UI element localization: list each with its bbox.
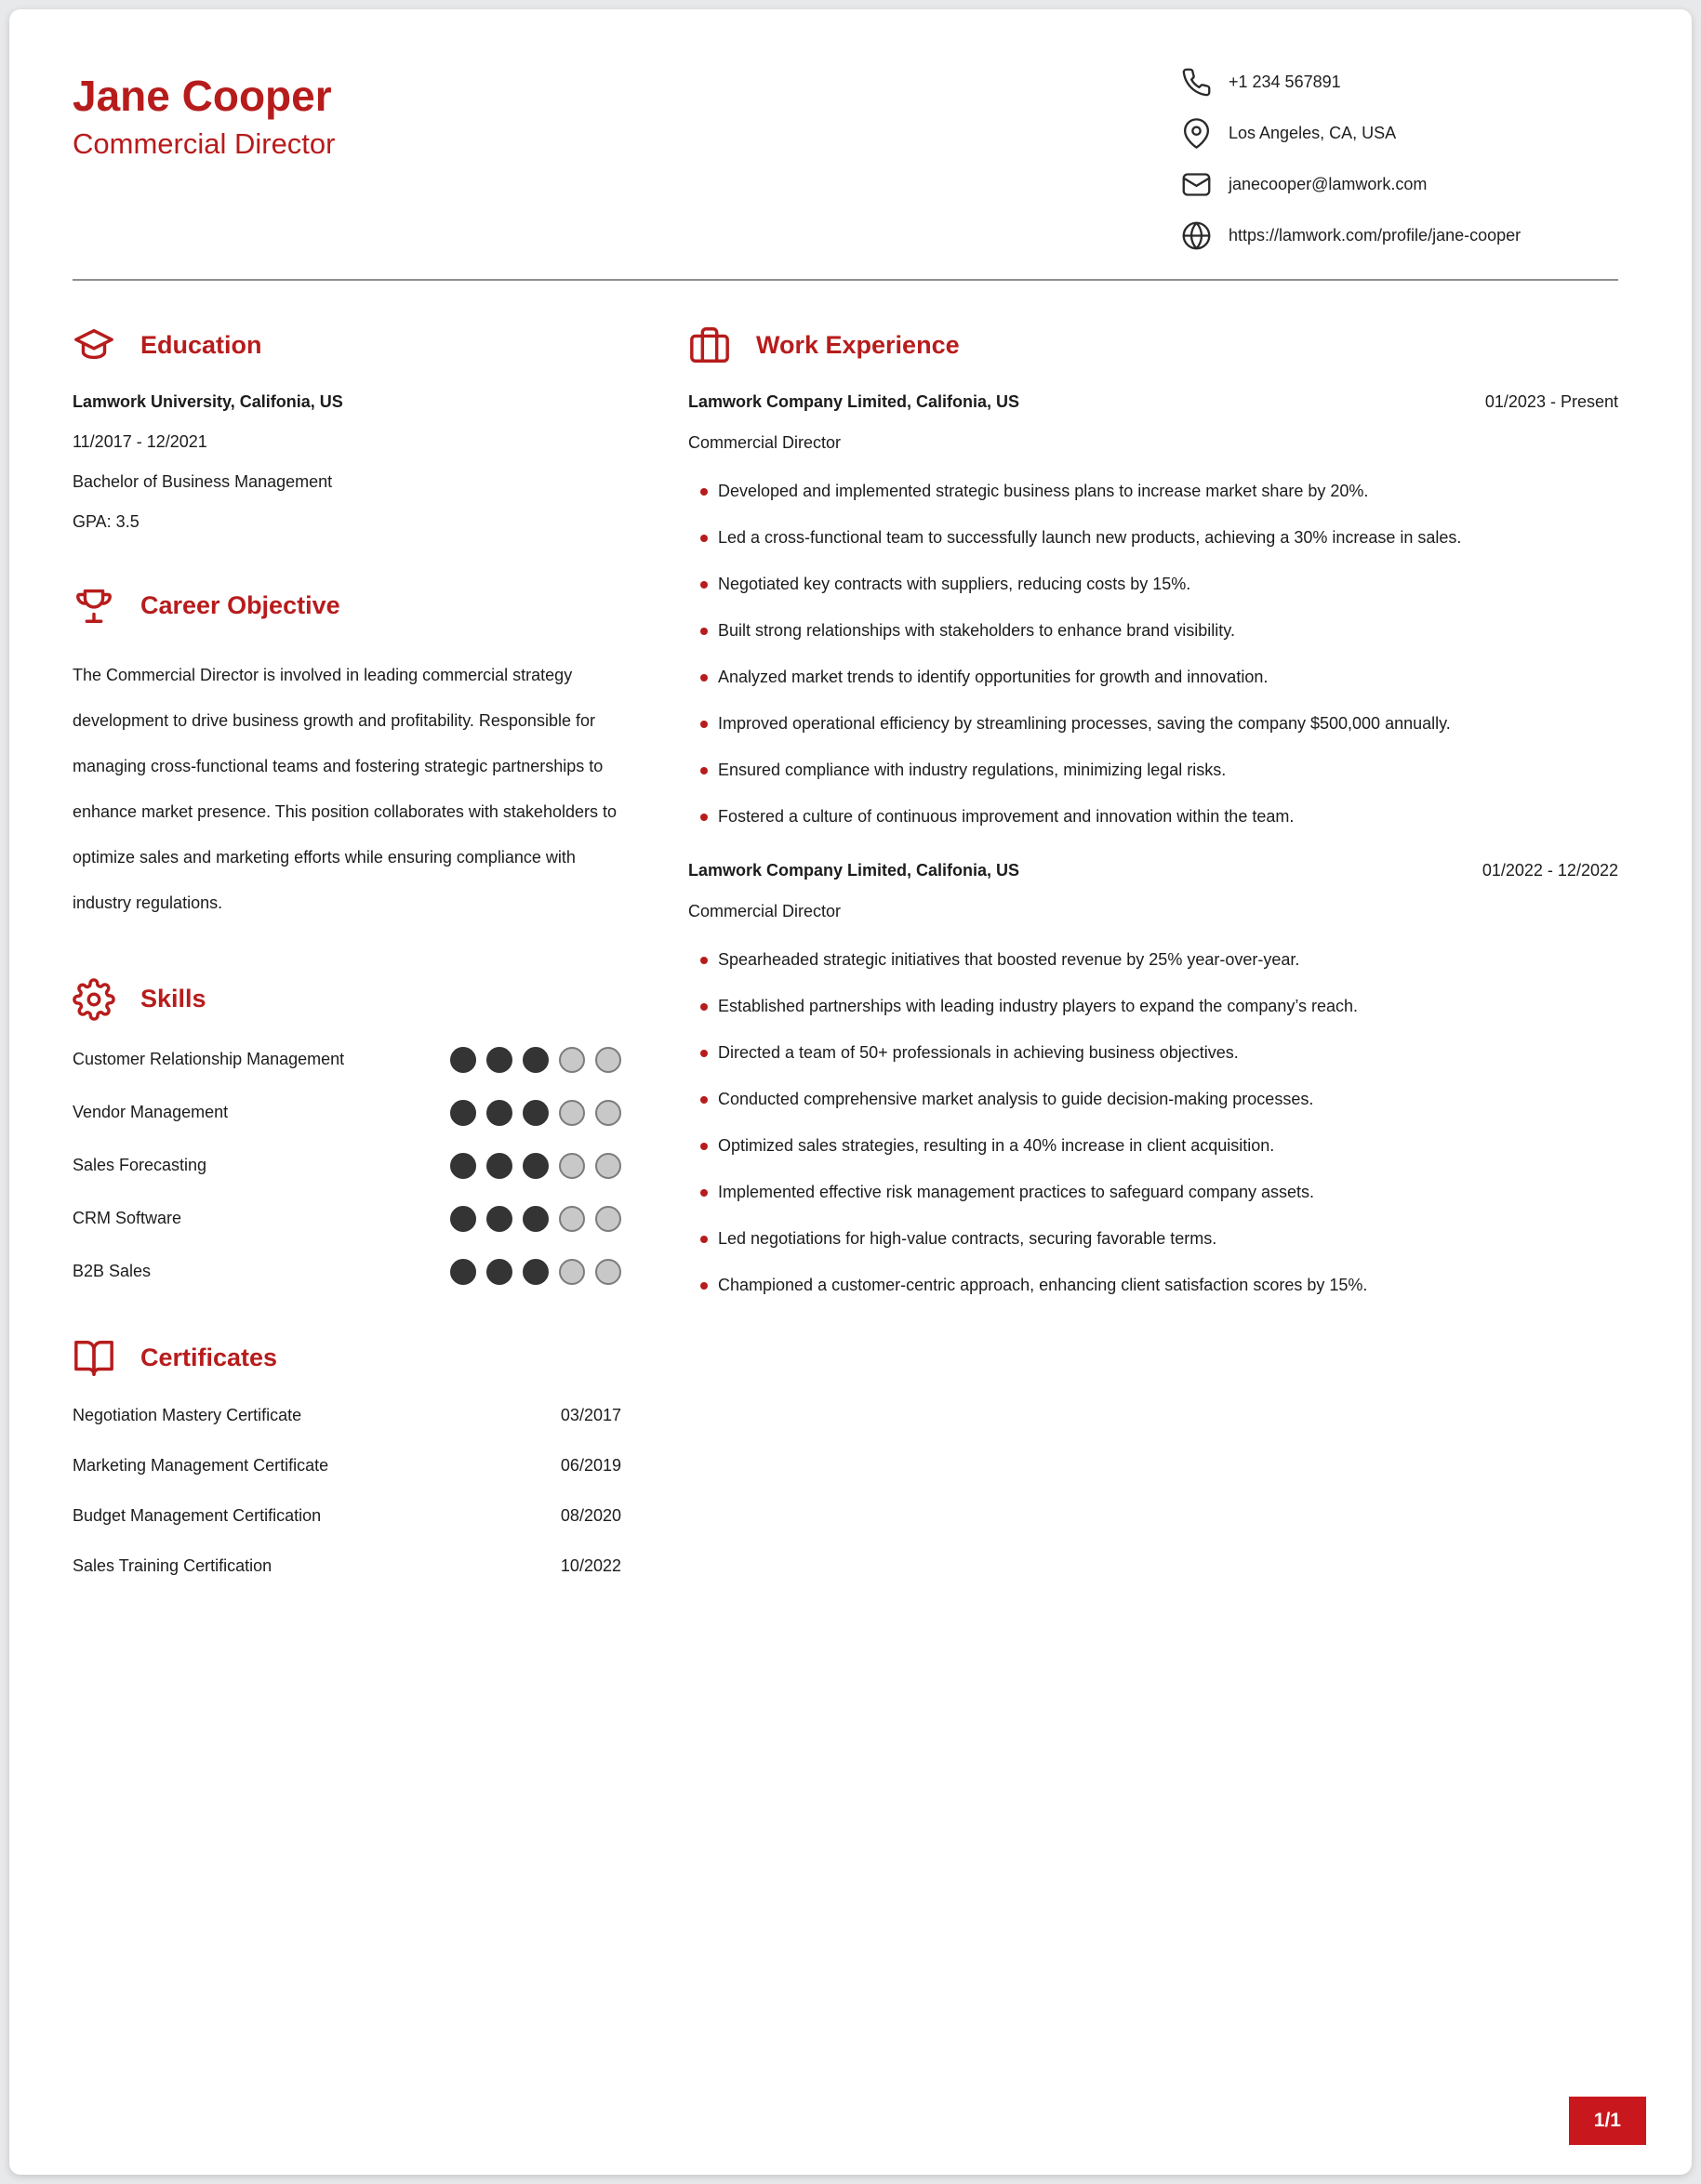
education-degree: Bachelor of Business Management xyxy=(73,472,333,491)
certificate-name: Sales Training Certification xyxy=(73,1555,272,1575)
contact-email xyxy=(1181,169,1618,200)
skill-dot-filled xyxy=(486,1153,512,1179)
skill-name: Sales Forecasting xyxy=(73,1156,207,1175)
envelope-icon xyxy=(1181,169,1212,200)
skill-dots xyxy=(450,1100,621,1126)
skills-heading xyxy=(73,978,621,1021)
skill-dot-filled xyxy=(523,1047,549,1073)
right-column xyxy=(688,324,1618,1628)
skill-dot-filled xyxy=(523,1153,549,1179)
skill-row xyxy=(73,1100,621,1126)
trophy-icon xyxy=(73,584,115,627)
phone-icon xyxy=(1181,67,1212,98)
job-bullet: Championed a customer-centric approach, enhancing client satisfaction scores by 15%. xyxy=(688,1273,1618,1298)
job-company: Lamwork Company Limited, Califonia, US xyxy=(688,392,1020,411)
job-bullet: Fostered a culture of continuous improvement and innovation within the team. xyxy=(688,804,1618,829)
jobs-list xyxy=(688,392,1618,1298)
certificate-name: Marketing Management Certificate xyxy=(73,1455,329,1475)
job-dates: 01/2023 - Present xyxy=(1484,392,1618,411)
job-bullet: Led a cross-functional team to successfully launch new products, achieving a 30% increase in sales. xyxy=(688,525,1618,550)
skill-dot-empty xyxy=(595,1259,621,1285)
skill-dot-filled xyxy=(450,1206,476,1232)
skill-dot-empty xyxy=(559,1100,585,1126)
job-bullet: Developed and implemented strategic business plans to increase market share by 20%. xyxy=(688,479,1618,504)
contact-phone xyxy=(1181,67,1618,98)
job-bullet: Conducted comprehensive market analysis to guide decision-making processes. xyxy=(688,1087,1618,1112)
job-role: Commercial Director xyxy=(688,902,842,920)
header xyxy=(73,58,1618,251)
skill-dots xyxy=(450,1206,621,1232)
skill-dot-filled xyxy=(450,1047,476,1073)
header-divider xyxy=(73,279,1618,281)
skill-dot-filled xyxy=(450,1153,476,1179)
skill-dot-empty xyxy=(559,1153,585,1179)
job-header xyxy=(688,861,1618,880)
education-school: Lamwork University, Califonia, US xyxy=(73,392,343,411)
page-indicator: 1/1 xyxy=(1569,2097,1646,2145)
job-bullet: Analyzed market trends to identify opportunities for growth and innovation. xyxy=(688,665,1618,690)
skill-dot-filled xyxy=(486,1047,512,1073)
certificate-date: 06/2019 xyxy=(560,1455,621,1475)
certificate-date: 10/2022 xyxy=(560,1555,621,1575)
gear-icon xyxy=(73,978,115,1021)
skill-dot-empty xyxy=(595,1153,621,1179)
certificate-name: Negotiation Mastery Certificate xyxy=(73,1405,302,1424)
education-section xyxy=(73,324,621,532)
skill-row xyxy=(73,1259,621,1285)
education-gpa: GPA: 3.5 xyxy=(73,512,140,531)
contact-info xyxy=(1181,67,1618,251)
skill-name: Customer Relationship Management xyxy=(73,1050,345,1069)
person-title: Commercial Director xyxy=(73,126,336,160)
job-company: Lamwork Company Limited, Califonia, US xyxy=(688,861,1020,880)
skill-dot-filled xyxy=(523,1206,549,1232)
skill-row xyxy=(73,1047,621,1073)
skill-dot-filled xyxy=(523,1100,549,1126)
job-bullet: Built strong relationships with stakeholders to enhance brand visibility. xyxy=(688,618,1618,643)
graduation-cap-icon xyxy=(73,324,115,366)
work-experience-heading xyxy=(688,324,1618,366)
skill-dot-filled xyxy=(486,1100,512,1126)
skill-dot-filled xyxy=(486,1259,512,1285)
career-objective-heading xyxy=(73,584,621,627)
job-bullet: Led negotiations for high-value contracts, securing favorable terms. xyxy=(688,1226,1618,1251)
job-bullet: Established partnerships with leading industry players to expand the company’s reach. xyxy=(688,994,1618,1019)
certificate-date: 08/2020 xyxy=(560,1505,621,1525)
work-experience-section xyxy=(688,324,1618,1298)
skill-dot-empty xyxy=(559,1206,585,1232)
job-bullet: Spearheaded strategic initiatives that boosted revenue by 25% year-over-year. xyxy=(688,947,1618,973)
certificates-heading xyxy=(73,1337,621,1380)
certificates-list xyxy=(73,1406,621,1576)
skills-section xyxy=(73,978,621,1285)
education-heading xyxy=(73,324,621,366)
job-bullets xyxy=(688,947,1618,1298)
education-dates: 11/2017 - 12/2021 xyxy=(73,432,207,451)
job-bullet: Directed a team of 50+ professionals in achieving business objectives. xyxy=(688,1040,1618,1066)
certificates-section xyxy=(73,1337,621,1576)
skill-dot-empty xyxy=(559,1047,585,1073)
contact-phone-text: +1 234 567891 xyxy=(1229,73,1341,91)
skill-dots xyxy=(450,1259,621,1285)
job-bullets xyxy=(688,479,1618,829)
certificate-row xyxy=(73,1406,621,1425)
content-columns xyxy=(73,324,1618,1628)
skill-name: B2B Sales xyxy=(73,1262,152,1281)
skill-dot-empty xyxy=(595,1047,621,1073)
certificate-row xyxy=(73,1556,621,1576)
skill-dot-empty xyxy=(595,1100,621,1126)
career-objective-heading-text: Career Objective xyxy=(140,590,340,619)
skill-name: CRM Software xyxy=(73,1209,182,1228)
skill-dot-filled xyxy=(486,1206,512,1232)
certificate-date: 03/2017 xyxy=(560,1405,621,1424)
certificate-row xyxy=(73,1506,621,1526)
job-entry xyxy=(688,392,1618,829)
skill-dot-empty xyxy=(595,1206,621,1232)
job-dates: 01/2022 - 12/2022 xyxy=(1482,861,1618,880)
certificate-name: Budget Management Certification xyxy=(73,1505,322,1525)
contact-location xyxy=(1181,118,1618,149)
contact-email-text: janecooper@lamwork.com xyxy=(1229,175,1428,193)
job-role: Commercial Director xyxy=(688,433,842,452)
skill-dots xyxy=(450,1047,621,1073)
skill-dots xyxy=(450,1153,621,1179)
skills-list xyxy=(73,1047,621,1285)
location-pin-icon xyxy=(1181,118,1212,149)
person-name: Jane Cooper xyxy=(73,72,332,120)
briefcase-icon xyxy=(688,324,731,366)
job-bullet: Implemented effective risk management practices to safeguard company assets. xyxy=(688,1180,1618,1205)
left-column xyxy=(73,324,621,1628)
skill-row xyxy=(73,1153,621,1179)
contact-location-text: Los Angeles, CA, USA xyxy=(1229,124,1397,142)
contact-website-text: https://lamwork.com/profile/jane-cooper xyxy=(1229,226,1522,245)
job-bullet: Ensured compliance with industry regulations, minimizing legal risks. xyxy=(688,758,1618,783)
job-header xyxy=(688,392,1618,412)
open-book-icon xyxy=(73,1337,115,1380)
globe-icon xyxy=(1181,220,1212,251)
certificate-row xyxy=(73,1456,621,1476)
skill-name: Vendor Management xyxy=(73,1103,229,1122)
career-objective-text: The Commercial Director is involved in leading commercial strategy development to drive business growth and profitability. Responsible for managing cross-functional teams and fostering strategic partnerships to enhance market presence. This position collaborates with stakeholders to optimize sales and marketing efforts while ensuring compliance with industry regulations. xyxy=(73,666,617,912)
skill-dot-filled xyxy=(523,1259,549,1285)
skill-row xyxy=(73,1206,621,1232)
skills-heading-text: Skills xyxy=(140,985,206,1013)
education-heading-text: Education xyxy=(140,330,262,359)
job-bullet: Optimized sales strategies, resulting in a 40% increase in client acquisition. xyxy=(688,1133,1618,1158)
certificates-heading-text: Certificates xyxy=(140,1343,278,1372)
skill-dot-filled xyxy=(450,1259,476,1285)
job-entry xyxy=(688,861,1618,1298)
contact-website xyxy=(1181,220,1618,251)
job-bullet: Improved operational efficiency by streamlining processes, saving the company $500,000 annually. xyxy=(688,711,1618,736)
job-bullet: Negotiated key contracts with suppliers, reducing costs by 15%. xyxy=(688,572,1618,597)
work-experience-heading-text: Work Experience xyxy=(756,330,960,359)
skill-dot-filled xyxy=(450,1100,476,1126)
career-objective-section xyxy=(73,584,621,926)
identity xyxy=(73,58,335,161)
skill-dot-empty xyxy=(559,1259,585,1285)
resume-page xyxy=(9,9,1692,2175)
